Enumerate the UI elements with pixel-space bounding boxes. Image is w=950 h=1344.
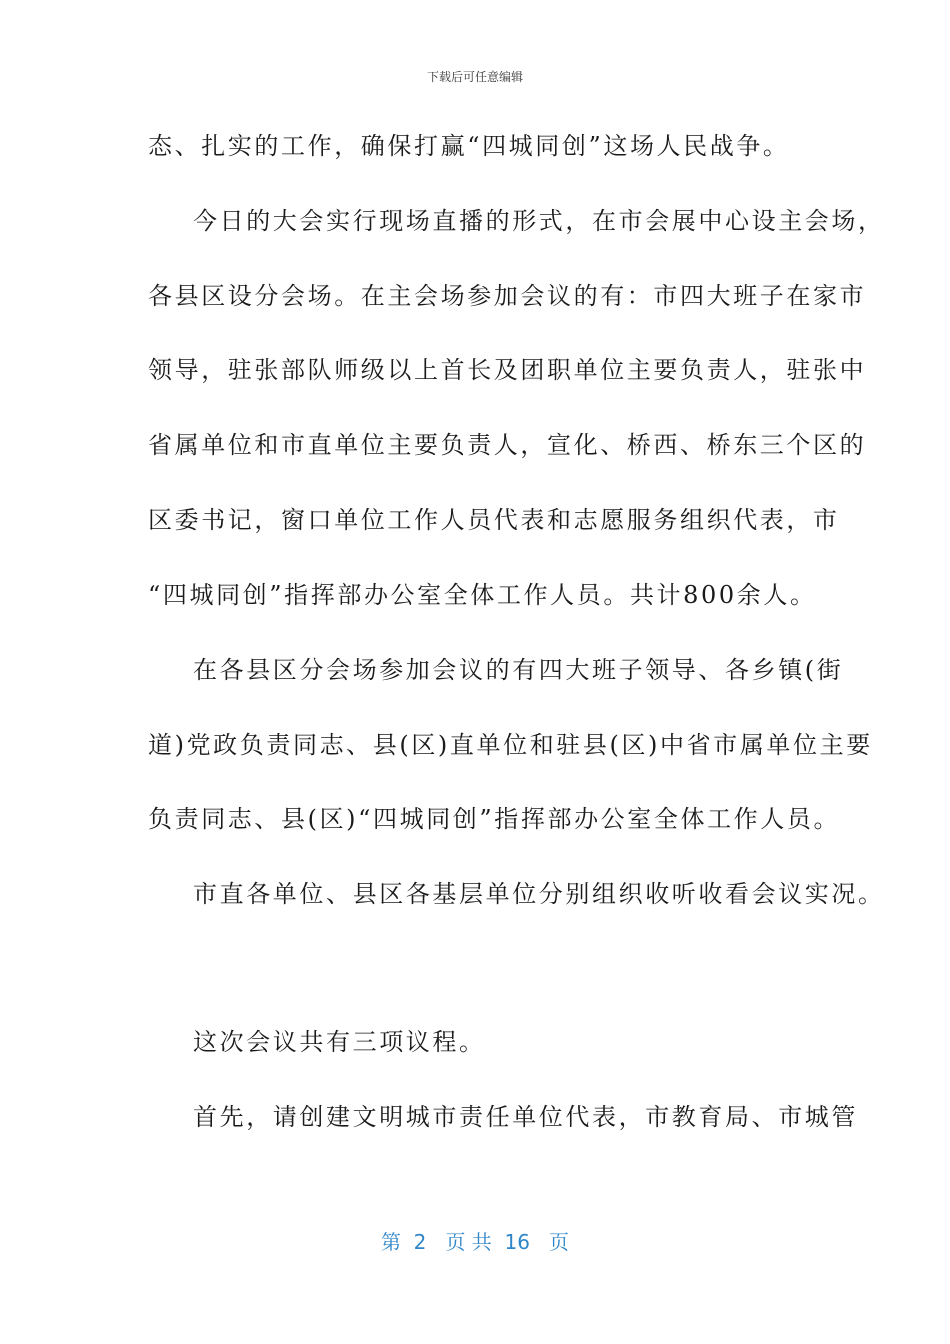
body-line-10: 负责同志、县(区)“四城同创”指挥部办公室全体工作人员。: [148, 805, 841, 833]
body-line-3: 各县区设分会场。在主会场参加会议的有：市四大班子在家市: [148, 282, 867, 310]
page-number-footer: 第 2 页 共 16 页: [380, 1230, 570, 1254]
body-line-11: 市直各单位、县区各基层单位分别组织收听收看会议实况。: [193, 880, 885, 908]
page-header: 下载后可任意编辑: [426, 70, 523, 84]
body-line-1: 态、扎实的工作，确保打赢“四城同创”这场人民战争。: [148, 132, 790, 160]
body-line-9: 道)党政负责同志、县(区)直单位和驻县(区)中省市属单位主要: [148, 731, 873, 759]
body-line-2: 今日的大会实行现场直播的形式，在市会展中心设主会场，: [193, 207, 885, 235]
body-line-8: 在各县区分会场参加会议的有四大班子领导、各乡镇(街: [193, 656, 844, 684]
body-line-13: 首先，请创建文明城市责任单位代表，市教育局、市城管: [193, 1103, 858, 1131]
body-line-5: 省属单位和市直单位主要负责人，宣化、桥西、桥东三个区的: [148, 431, 867, 459]
body-line-4: 领导，驻张部队师级以上首长及团职单位主要负责人，驻张中: [148, 356, 867, 384]
body-line-7: “四城同创”指挥部办公室全体工作人员。共计800余人。: [148, 581, 817, 609]
body-line-12: 这次会议共有三项议程。: [193, 1028, 486, 1056]
body-line-6: 区委书记，窗口单位工作人员代表和志愿服务组织代表，市: [148, 506, 840, 534]
